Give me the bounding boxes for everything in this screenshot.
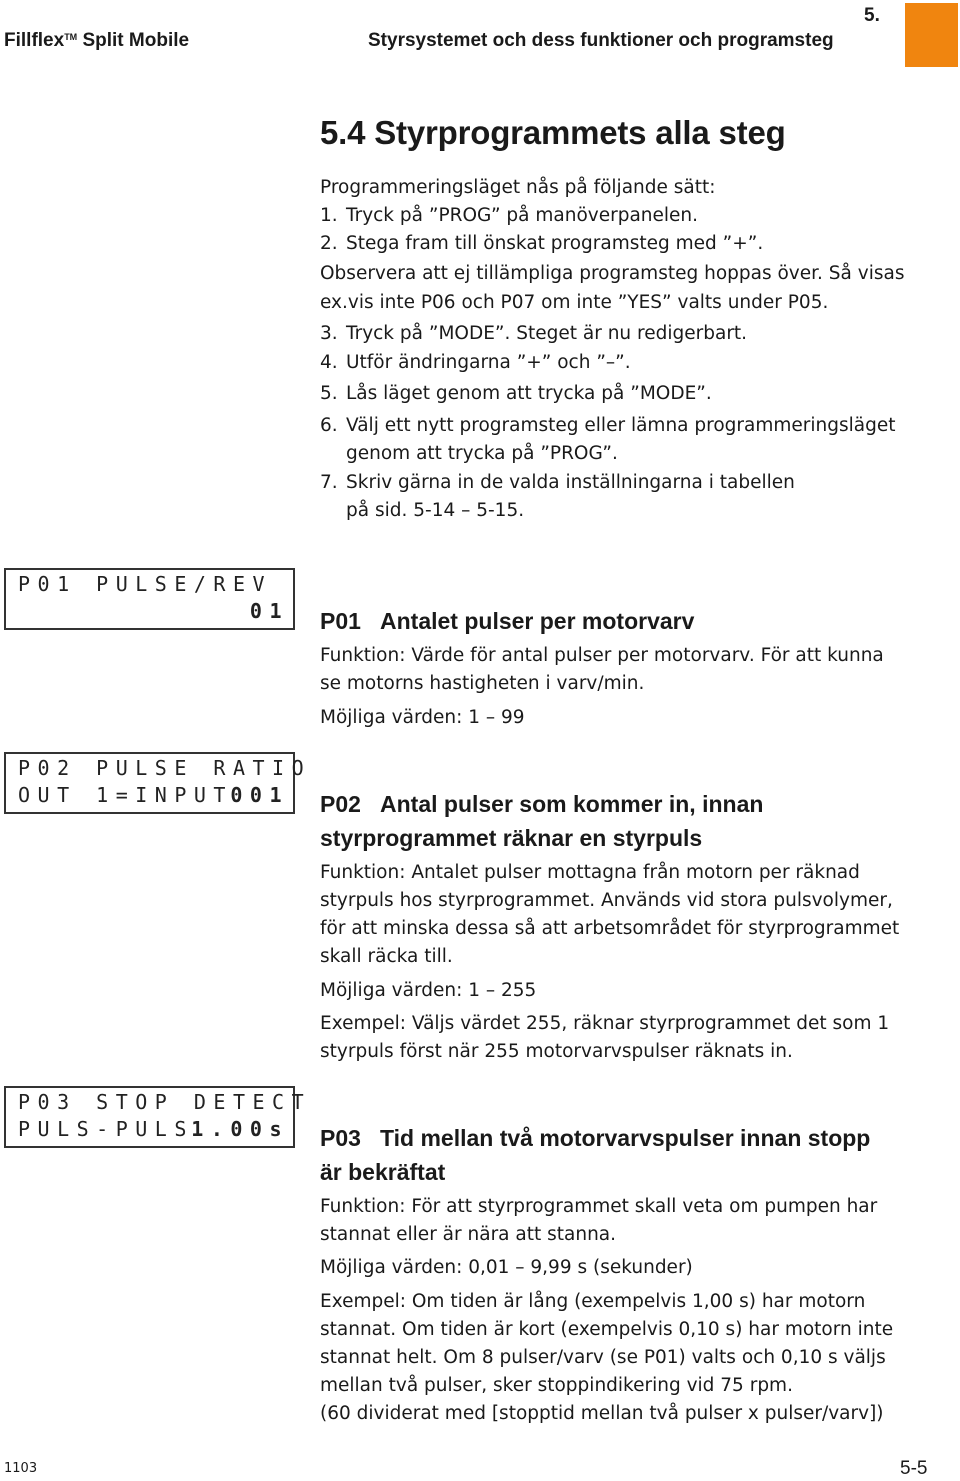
document-code: 1103 (4, 1461, 38, 1476)
param-example: styrpuls först när 255 motorvarvspulser räknats in. (320, 1041, 793, 1062)
param-function: Funktion: För att styrprogrammet skall veta om pumpen har (320, 1196, 878, 1217)
step-text: Utför ändringarna ”+” och ”–”. (346, 352, 631, 373)
lcd-line-2-left: PULS-PULS (18, 1117, 194, 1141)
step-number: 6. (320, 415, 338, 436)
lcd-line-2-value: 01 (249, 599, 289, 623)
step-text: Skriv gärna in de valda inställningarna i tabellen (346, 472, 795, 493)
param-heading-p01 (320, 604, 694, 638)
note-line: Observera att ej tillämpliga programsteg hoppas över. Så visas (320, 263, 905, 284)
param-heading-p03-cont: är bekräftat (320, 1159, 446, 1185)
step-number: 4. (320, 352, 338, 373)
lcd-display-p02 (4, 752, 312, 814)
param-function: stannat eller är nära att stanna. (320, 1224, 617, 1245)
chapter-tab-marker (905, 3, 958, 67)
step-text: Tryck på ”PROG” på manöverpanelen. (346, 205, 699, 226)
lcd-line-2-value: 001 (230, 783, 289, 807)
product-brand: Fillflex (4, 30, 65, 51)
param-heading-p02 (320, 787, 763, 821)
param-code: P02 (320, 791, 361, 817)
param-function: skall räcka till. (320, 946, 453, 967)
step-5 (320, 380, 712, 408)
param-function: se motorns hastigheten i varv/min. (320, 673, 645, 694)
step-1 (320, 202, 698, 230)
param-code: P01 (320, 608, 361, 634)
param-heading-p02-cont: styrprogrammet räknar en styrpuls (320, 825, 703, 851)
param-example: Exempel: Väljs värdet 255, räknar styrprogrammet det som 1 (320, 1013, 890, 1034)
step-2 (320, 230, 763, 258)
step-6-continued: genom att trycka på ”PROG”. (346, 443, 618, 464)
note-line: ex.vis inte P06 och P07 om inte ”YES” valts under P05. (320, 292, 829, 313)
param-title: Antal pulser som kommer in, innan (380, 791, 764, 817)
lcd-line-1: P02 PULSE RATIO (18, 756, 312, 780)
param-example: stannat. Om tiden är kort (exempelvis 0,10 s) har motorn inte (320, 1319, 894, 1340)
step-number: 3. (320, 323, 338, 344)
lcd-line-2-value: 1.00s (191, 1117, 289, 1141)
param-values: Möjliga värden: 1 – 99 (320, 707, 525, 728)
step-text: Stega fram till önskat programsteg med ”+”. (346, 233, 764, 254)
lcd-line-2-left: OUT 1=INPUT (18, 783, 233, 807)
step-text: Tryck på ”MODE”. Steget är nu redigerbart. (346, 323, 748, 344)
section-intro: Programmeringsläget nås på följande sätt: (320, 177, 716, 198)
section-title: 5.4 Styrprogrammets alla steg (320, 114, 786, 151)
param-heading-p03 (320, 1121, 870, 1155)
param-function: Funktion: Värde för antal pulser per motorvarv. För att kunna (320, 645, 884, 666)
param-example: stannat helt. Om 8 pulser/varv (se P01) valts och 0,10 s väljs (320, 1347, 886, 1368)
step-number: 1. (320, 205, 338, 226)
param-example: Exempel: Om tiden är lång (exempelvis 1,00 s) har motorn (320, 1291, 866, 1312)
lcd-display-p03 (4, 1086, 312, 1148)
step-number: 2. (320, 233, 338, 254)
step-number: 5. (320, 383, 338, 404)
param-values: Möjliga värden: 1 – 255 (320, 980, 537, 1001)
trademark-symbol: TM (64, 32, 78, 42)
lcd-line-1: P01 PULSE/REV (18, 572, 273, 596)
chapter-title: Styrsystemet och dess funktioner och programsteg (368, 30, 834, 51)
param-title: Tid mellan två motorvarvspulser innan stopp (380, 1125, 871, 1151)
param-title: Antalet pulser per motorvarv (380, 608, 695, 634)
param-function: styrpuls hos styrprogrammet. Används vid stora pulsvolymer, (320, 890, 893, 911)
page-number: 5-5 (900, 1458, 928, 1479)
step-text: Lås läget genom att trycka på ”MODE”. (346, 383, 712, 404)
param-example: mellan två pulser, sker stoppindikering vid 75 rpm. (320, 1375, 793, 1396)
step-3 (320, 320, 747, 348)
step-number: 7. (320, 472, 338, 493)
param-example: (60 dividerat med [stopptid mellan två pulser x pulser/varv]) (320, 1403, 884, 1424)
chapter-number: 5. (864, 5, 880, 26)
step-4 (320, 349, 631, 377)
step-7-continued: på sid. 5-14 – 5-15. (346, 500, 525, 521)
step-6 (320, 412, 895, 440)
param-function: Funktion: Antalet pulser mottagna från motorn per räknad (320, 862, 860, 883)
step-7 (320, 469, 795, 497)
lcd-display-p01 (4, 568, 295, 630)
param-code: P03 (320, 1125, 361, 1151)
product-suffix: Split Mobile (82, 30, 190, 51)
step-text: Välj ett nytt programsteg eller lämna programmeringsläget (346, 415, 896, 436)
param-values: Möjliga värden: 0,01 – 9,99 s (sekunder) (320, 1257, 693, 1278)
param-function: för att minska dessa så att arbetsområdet för styrprogrammet (320, 918, 900, 939)
lcd-line-1: P03 STOP DETECT (18, 1090, 312, 1114)
product-name (4, 30, 189, 52)
